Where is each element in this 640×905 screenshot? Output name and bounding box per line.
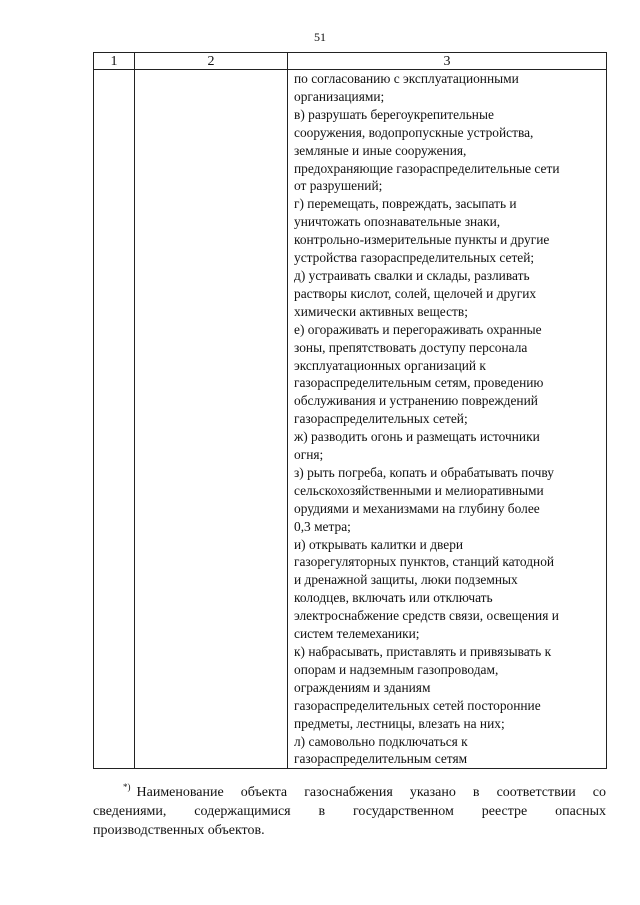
footnote-word: содержащимися [194, 804, 291, 819]
text-line: в) разрушать берегоукрепительные [294, 106, 494, 122]
text-line: з) рыть погреба, копать и обрабатывать почву [294, 464, 554, 480]
text-line: организациями; [294, 88, 385, 104]
text-line: предметы, лестницы, влезать на них; [294, 715, 505, 731]
text-line: газораспределительных сетей посторонние [294, 697, 541, 713]
text-line: ограждениям и зданиям [294, 679, 431, 695]
footnote-word: сведениями, [93, 804, 167, 819]
footnote-word [123, 783, 224, 802]
footnote-word: указано [409, 785, 456, 800]
footnote [93, 783, 606, 840]
text-line: колодцев, включать или отключать [294, 590, 493, 606]
page-number: 51 [314, 30, 326, 44]
text-line: и дренажной защиты, люки подземных [294, 572, 518, 588]
text-line: ж) разводить огонь и размещать источники [294, 429, 540, 445]
footnote-marker: *) [123, 782, 131, 793]
footnote-word: в [318, 804, 326, 819]
text-line: систем телемеханики; [294, 626, 420, 642]
text-line: уничтожать опознавательные знаки, [294, 214, 501, 230]
text-line: эксплуатационных организаций к [294, 357, 486, 373]
text-line: и) открывать калитки и двери [294, 536, 464, 552]
table-row [94, 70, 607, 769]
table-cell-col2 [135, 70, 288, 769]
text-line: электроснабжение средств связи, освещения и [294, 608, 559, 624]
column-header-2: 2 [135, 53, 288, 70]
text-line: г) перемещать, повреждать, засыпать и [294, 196, 517, 212]
footnote-word: опасных [555, 804, 606, 819]
table-cell-col3 [288, 70, 607, 769]
text-line: газораспределительных сетей; [294, 411, 468, 427]
footnote-word-text: Наименование [136, 785, 224, 800]
text-line: газорегуляторных пунктов, станций катодной [294, 554, 555, 570]
footnote-line-1 [93, 783, 606, 802]
text-line: газораспределительным сетям, проведению [294, 375, 544, 391]
text-line: зоны, препятствовать доступу персонала [294, 339, 528, 355]
text-line: сельскохозяйственными и мелиоративными [294, 482, 544, 498]
document-table [93, 52, 607, 769]
footnote-line-3: производственных объектов. [93, 823, 265, 838]
text-line: л) самовольно подключаться к [294, 733, 468, 749]
footnote-word: соответствии [496, 785, 576, 800]
column-header-1: 1 [94, 53, 135, 70]
text-line: растворы кислот, солей, щелочей и других [294, 285, 537, 301]
text-line: от разрушений; [294, 178, 383, 194]
text-line: химически активных веществ; [294, 303, 468, 319]
text-line: газораспределительным сетям [294, 751, 468, 767]
text-line: сооружения, водопропускные устройства, [294, 124, 534, 140]
footnote-line-2 [93, 802, 606, 821]
text-line: к) набрасывать, приставлять и привязывать к [294, 644, 552, 659]
text-line: орудиями и механизмами на глубину более [294, 500, 540, 516]
text-line: огня; [294, 447, 324, 463]
text-line: д) устраивать свалки и склады, разливать [294, 267, 530, 283]
text-line: по согласованию с эксплуатационными [294, 71, 519, 86]
text-line: опорам и надземным газопроводам, [294, 661, 499, 677]
footnote-word: в [472, 785, 480, 800]
text-line: устройства газораспределительных сетей; [294, 250, 535, 266]
footnote-word: газоснабжения [304, 785, 393, 800]
footnote-word: объекта [240, 785, 288, 800]
text-line: 0,3 метра; [294, 518, 351, 534]
footnote-word: государственном [353, 804, 454, 819]
text-line: обслуживания и устранению повреждений [294, 393, 538, 409]
text-line: предохраняющие газораспределительные сети [294, 160, 560, 176]
table-cell-col1 [94, 70, 135, 769]
column-header-3: 3 [288, 53, 607, 70]
prohibitions-list [288, 70, 606, 768]
text-line: контрольно-измерительные пункты и другие [294, 232, 550, 248]
text-line: земляные и иные сооружения, [294, 142, 467, 158]
table-header-row [94, 53, 607, 70]
text-line: е) огораживать и перегораживать охранные [294, 321, 542, 337]
footnote-word: реестре [481, 804, 528, 819]
footnote-word: со [592, 785, 606, 800]
